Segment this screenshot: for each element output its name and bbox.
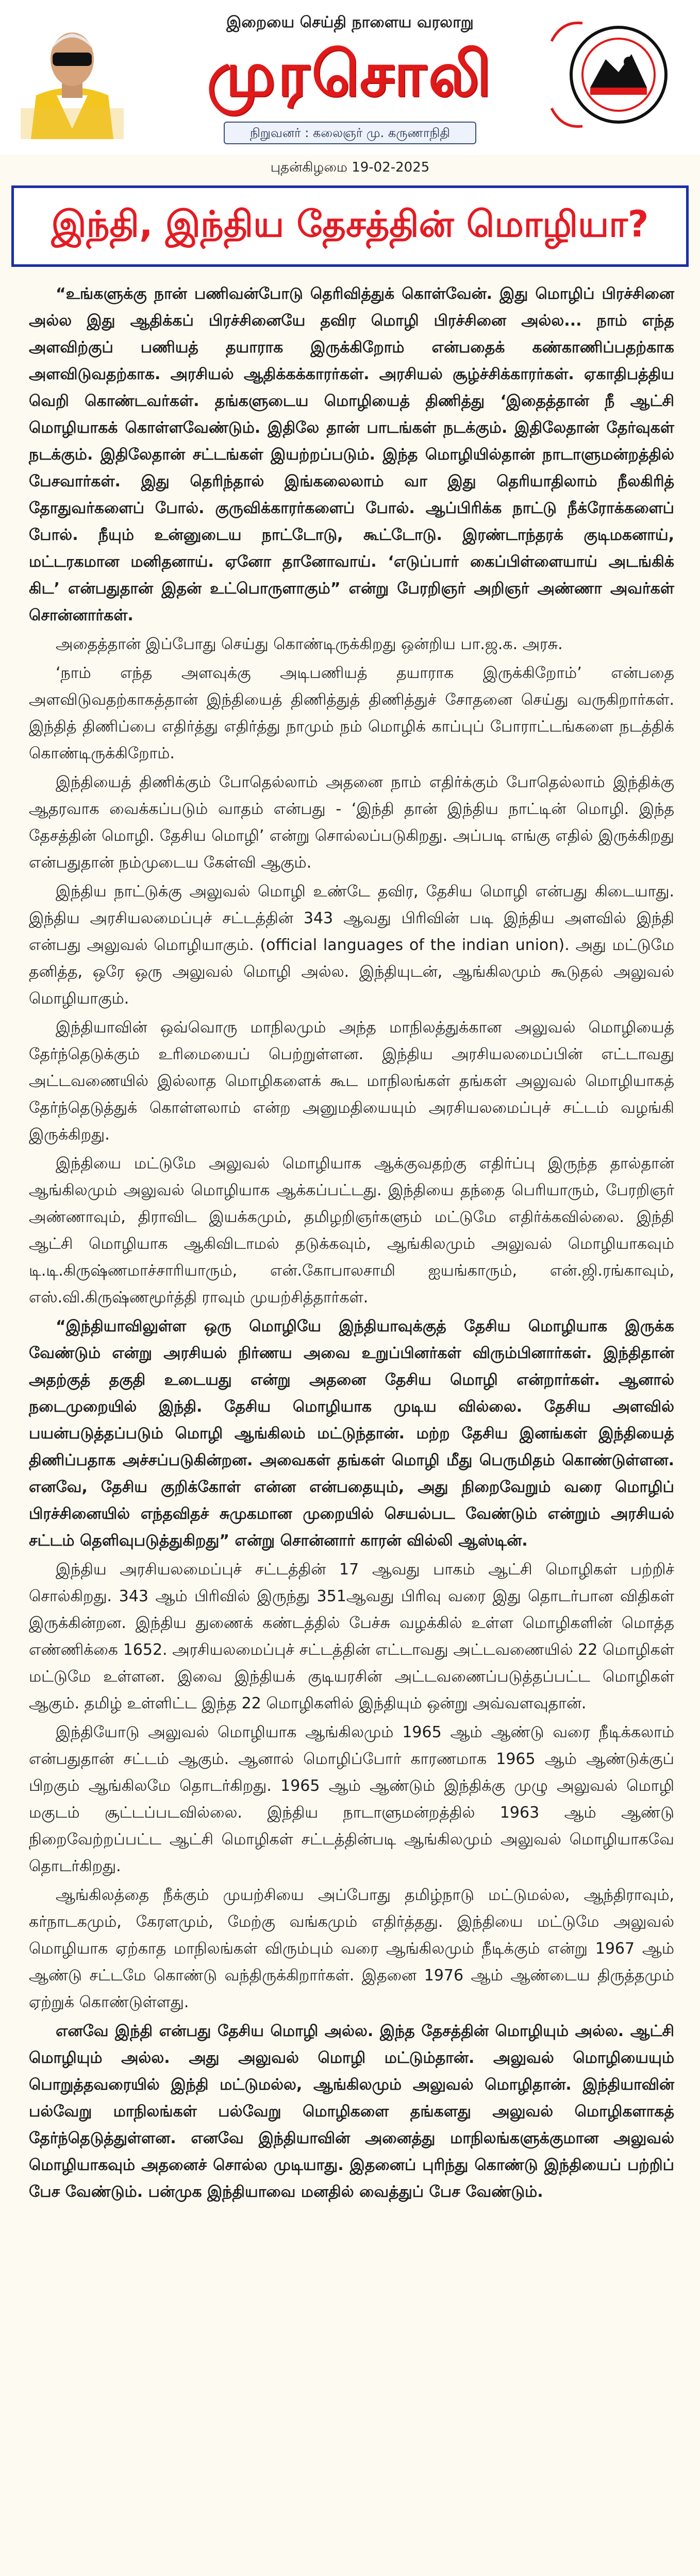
article-paragraph: இந்திய அரசியலமைப்புச் சட்டத்தின் 17 ஆவது பாகம் ஆட்சி மொழிகள் பற்றிச் சொல்கிறது. 343 ஆம் பிரிவில் இருந்து 351ஆவது பிரிவு வரை இது தொடர்பான விதிகள் இருக்கின்றன. இந்திய துணைக் கண்டத்தில் பேச்சு வழக்கில் உள்ள மொழிகளின் மொத்த எண்ணிக்கை 1652. அரசியலமைப்புச் சட்டத்தின் எட்டாவது அட்டவணையில் 22 மொழிகள் மட்டுமே உள்ளன. இவை இந்தியக் குடியரசின் அட்டவணைப்படுத்தப்பட்ட மொழிகள் ஆகும். தமிழ் உள்ளிட்ட இந்த 22 மொழிகளில் இந்தியும் ஒன்று அவ்வளவுதான். — [29, 1561, 674, 1713]
article-paragraph: எனவே இந்தி என்பது தேசிய மொழி அல்ல. இந்த தேசத்தின் மொழியும் அல்ல. ஆட்சி மொழியும் அல்ல. அது அலுவல் மொழி மட்டும்தான். அலுவல் மொழியையும் பொறுத்தவரையில் இந்தி மட்டுமல்ல, ஆங்கிலமும் அலுவல் மொழிதான். இந்தியாவின் பல்வேறு மாநிலங்கள் பல்வேறு மொழிகளை தங்களது அலுவல் மொழிகளாகத் தேர்ந்தெடுத்துள்ளன. எனவே இந்தியாவின் அனைத்து மாநிலங்களுக்குமான அலுவல் மொழியாகவும் அதனைச் சொல்ல முடியாது. இதனைப் புரிந்து கொண்டு இந்தியைப் பற்றிப் பேச வேண்டும். பன்முக இந்தியாவை மனதில் வைத்துப் பேச வேண்டும். — [29, 2022, 674, 2201]
founder-credit: நிறுவனர் : கலைஞர் மு. கருணாநிதி — [224, 122, 476, 144]
article-paragraph: “இந்தியாவிலுள்ள ஒரு மொழியே இந்தியாவுக்குத் தேசிய மொழியாக இருக்க வேண்டும் என்று அரசியல் நிர்ணய அவை உறுப்பினர்கள் விரும்பினார்கள். இந்திதான் அதற்குத் தகுதி உடையது என்று அதனை தேசிய மொழி என்றார்கள். ஆனால் நடைமுறையில் இந்தி. தேசிய மொழியாக முடிய வில்லை. தேசிய அளவில் பயன்படுத்தப்படும் மொழி ஆங்கிலம் மட்டுந்தான். மற்ற தேசிய இனங்கள் இந்தியைத் திணிப்பதாக அச்சப்படுகின்றன. அவைகள் தங்கள் மொழி மீது பெருமிதம் கொண்டுள்ளன. எனவே, தேசிய குறிக்கோள் என்ன என்பதையும், அது நிறைவேறும் வரை மொழிப் பிரச்சினையில் எந்தவிதச் சுமுகமான முறையில் செயல்பட வேண்டும் என்றும் அரசியல் சட்டம் தெளிவுபடுத்துகிறது” என்று சொன்னார் காரன் வில்லி ஆஸ்டின். — [29, 1317, 674, 1550]
article-paragraph: இந்தியாவின் ஒவ்வொரு மாநிலமும் அந்த மாநிலத்துக்கான அலுவல் மொழியைத் தேர்ந்தெடுக்கும் உரிமையைப் பெற்றுள்ளன. இந்திய அரசியலமைப்பின் எட்டாவது அட்டவணையில் இல்லாத மொழிகளைக் கூட மாநிலங்கள் தங்கள் அலுவல் மொழியாகத் தேர்ந்தெடுத்துக் கொள்ளலாம் என்ற அனுமதியையும் அரசியலமைப்புச் சட்டம் வழங்கி இருக்கிறது. — [29, 1019, 674, 1144]
article-body — [29, 281, 674, 2208]
article-paragraph: ஆங்கிலத்தை நீக்கும் முயற்சியை அப்போது தமிழ்நாடு மட்டுமல்ல, ஆந்திராவும், கர்நாடகமும், கேரளமும், மேற்கு வங்கமும் எதிர்த்தது. இந்தியை மட்டுமே அலுவல் மொழியாக ஏற்காத மாநிலங்கள் விரும்பும் வரை ஆங்கிலமும் நீடிக்கும் என்று 1967 ஆம் ஆண்டு சட்டமே கொண்டு வந்திருக்கிறார்கள். இதனை 1976 ஆம் ஆண்டைய திருத்தமும் ஏற்றுக் கொண்டுள்ளது. — [29, 1886, 674, 2011]
article-paragraph: இந்திய நாட்டுக்கு அலுவல் மொழி உண்டே தவிர, தேசிய மொழி என்பது கிடையாது. இந்திய அரசியலமைப்புச் சட்டத்தின் 343 ஆவது பிரிவின் படி இந்திய அளவில் இந்தி என்பது அலுவல் மொழியாகும். (official languages of the indian union). அது மட்டுமே தனித்த, ஒரே ஒரு அலுவல் மொழி அல்ல. இந்தியுடன், ஆங்கிலமும் கூடுதல் அலுவல் மொழியாகும். — [29, 883, 674, 1008]
article-paragraph: இந்தியோடு அலுவல் மொழியாக ஆங்கிலமும் 1965 ஆம் ஆண்டு வரை நீடிக்கலாம் என்பதுதான் சட்டம் ஆகும். ஆனால் மொழிப்போர் காரணமாக 1965 ஆம் ஆண்டுக்குப் பிறகும் ஆங்கிலமே தொடர்கிறது. 1965 ஆம் ஆண்டும் இந்திக்கு முழு அலுவல் மொழி மகுடம் சூட்டப்படவில்லை. இந்திய நாடாளுமன்றத்தில் 1963 ஆம் ஆண்டு நிறைவேற்றப்பட்ட ஆட்சி மொழிகள் சட்டத்தின்படி ஆங்கிலமும் அலுவல் மொழியாகவே தொடர்கிறது. — [29, 1723, 674, 1875]
headline-frame — [11, 185, 689, 267]
masthead-logo: முரசொலி — [207, 39, 493, 110]
tagline: இறையை செய்தி நாளைய வரலாறு — [226, 13, 474, 31]
article-paragraph: ‘நாம் எந்த அளவுக்கு அடிபணியத் தயாராக இருக்கிறோம்’ என்பதை அளவிடுவதற்காகத்தான் இந்தியைத் திணித்துத் திணித்துச் சோதனை செய்து வருகிறார்கள். இந்தித் திணிப்பை எதிர்த்து எதிர்த்து நாமும் நம் மொழிக் காப்புப் போராட்டங்களை நடத்திக் கொண்டிருக்கிறோம். — [29, 664, 674, 762]
article-paragraph: இந்தியைத் திணிக்கும் போதெல்லாம் அதனை நாம் எதிர்க்கும் போதெல்லாம் இந்திக்கு ஆதரவாக வைக்கப்படும் வாதம் என்பது - ‘இந்தி தான் இந்திய நாட்டின் மொழி. இந்த தேசத்தின் மொழி. தேசிய மொழி’ என்று சொல்லப்படுகிறது. அப்படி எங்கு எதில் இருக்கிறது என்பதுதான் நம்முடைய கேள்வி ஆகும். — [29, 773, 674, 872]
article-paragraph: “உங்களுக்கு நான் பணிவன்போடு தெரிவித்துக் கொள்வேன். இது மொழிப் பிரச்சினை அல்ல இது ஆதிக்கப் பிரச்சினையே தவிர மொழி பிரச்சினை அல்ல... நாம் எந்த அளவிற்குப் பணியத் தயாராக இருக்கிறோம் என்பதைக் கண்காணிப்பதற்காக அளவிடுவதற்காக. அரசியல் ஆதிக்கக்காரர்கள். அரசியல் சூழ்ச்சிக்காரர்கள். ஏகாதிபத்திய வெறி கொண்டவர்கள். தங்களுடைய மொழியைத் திணித்து ‘இதைத்தான் நீ ஆட்சி மொழியாகக் கொள்ளவேண்டும். இதிலே தான் பாடங்கள் நடக்கும். இதிலேதான் தேர்வுகள் நடக்கும். இதிலேதான் சட்டங்கள் இயற்றப்படும். இந்த மொழியில்தான் நாடாளுமன்றத்தில் பேசவார்கள். இது தெரிந்தால் இங்கலைலாம் வா இது தெரியாதிலாம் நீலகிரித் தோதுவர்களைப் போல். குருவிக்காரர்களைப் போல். ஆப்பிரிக்க நாட்டு நீக்ரோக்களைப் போல். நீயும் உன்னுடைய நாட்டோடு, கூட்டோடு. இரண்டாந்தரக் குடிமகனாய், மட்டரகமான மனிதனாய். ஏனோ தானோவாய். ‘எடுப்பார் கைப்பிள்ளையாய் அடங்கிக் கிட’ என்பதுதான் இதன் உட்பொருளாகும்” என்று பேரறிஞர் அறிஞர் அண்ணா அவர்கள் சொன்னார்கள். — [29, 285, 674, 624]
article-paragraph: இந்தியை மட்டுமே அலுவல் மொழியாக ஆக்குவதற்கு எதிர்ப்பு இருந்த தால்தான் ஆங்கிலமும் அலுவல் மொழியாக ஆக்கப்பட்டது. இந்தியை தந்தை பெரியாரும், பேரறிஞர் அண்ணாவும், திராவிட இயக்கமும், தமிழறிஞர்களும் மட்டுமே எதிர்க்கவில்லை. இந்தி ஆட்சி மொழியாக ஆகிவிடாமல் தடுக்கவும், ஆங்கிலமும் அலுவல் மொழியாகவும் டி.டி.கிருஷ்ணமாச்சாரியாரும், என்.கோபாலசாமி ஐயங்காரும், என்.ஜி.ரங்காவும், எஸ்.வி.கிருஷ்ணமூர்த்தி ராவும் முயற்சித்தார்கள். — [29, 1155, 674, 1307]
article-headline: இந்தி, இந்திய தேசத்தின் மொழியா? — [51, 202, 649, 245]
newspaper-header — [0, 0, 700, 155]
issue-date: புதன்கிழமை 19-02-2025 — [270, 160, 430, 175]
rising-sun-emblem-icon — [541, 10, 675, 139]
article-paragraph: அதைத்தான் இப்போது செய்து கொண்டிருக்கிறது ஒன்றிய பா.ஜ.க. அரசு. — [56, 635, 563, 653]
